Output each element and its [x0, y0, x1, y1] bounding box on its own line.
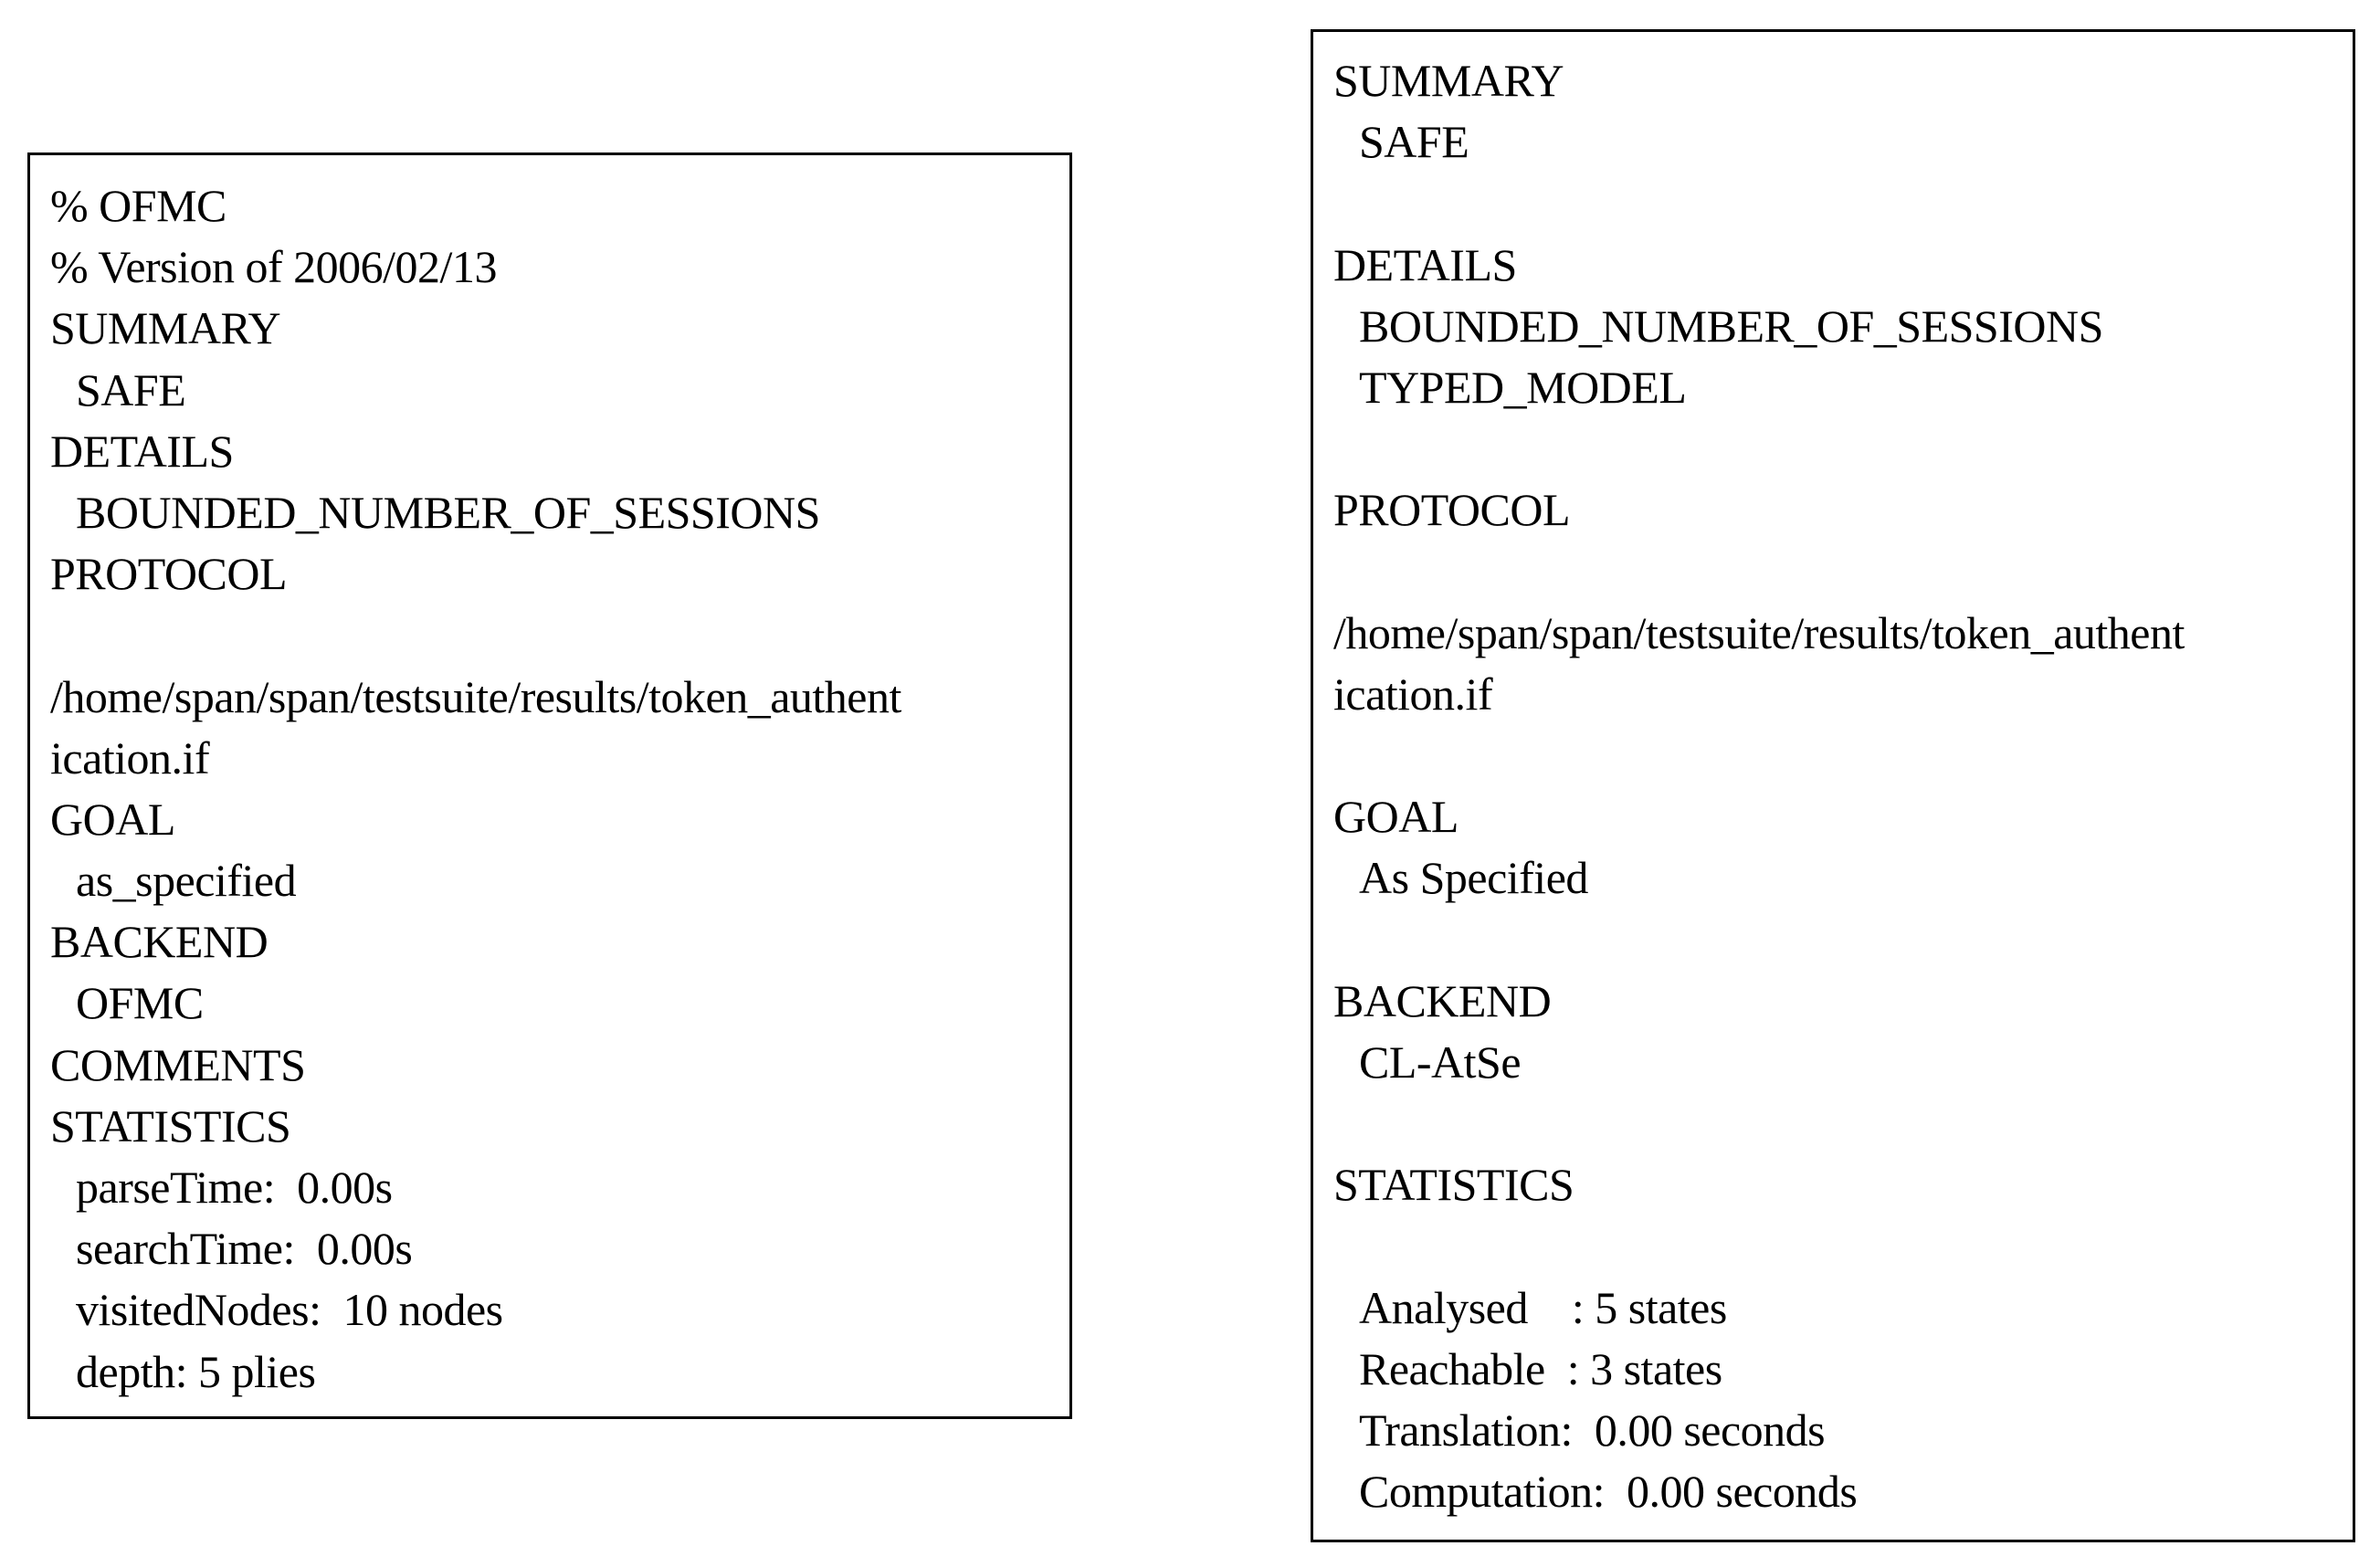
blank-line: [1333, 1216, 2353, 1278]
statistics-heading: STATISTICS: [50, 1099, 291, 1152]
goal-heading: GOAL: [1333, 791, 1459, 843]
comment-version: % Version of 2006/02/13: [50, 241, 497, 293]
protocol-path-continued: ication.if: [50, 731, 210, 784]
backend-value: OFMC: [76, 977, 204, 1029]
backend-value: CL-AtSe: [1359, 1036, 1522, 1088]
details-heading: DETAILS: [1333, 238, 1517, 290]
goal-value: As Specified: [1359, 852, 1588, 904]
stat-translation: Translation: 0.00 seconds: [1359, 1404, 1826, 1457]
protocol-heading: PROTOCOL: [50, 548, 288, 600]
comments-heading: COMMENTS: [50, 1038, 306, 1090]
blank-line: [1333, 1093, 2353, 1154]
protocol-path: /home/span/span/testsuite/results/token_authent: [50, 670, 901, 722]
summary-heading: SUMMARY: [1333, 55, 1564, 106]
summary-value: SAFE: [1359, 116, 1469, 168]
goal-value: as_specified: [76, 855, 297, 907]
protocol-path: /home/span/span/testsuite/results/token_authent: [1333, 606, 2185, 658]
backend-heading: BACKEND: [1333, 974, 1552, 1026]
protocol-path-continued: ication.if: [1333, 668, 1493, 720]
stat-search-time: searchTime: 0.00s: [76, 1223, 413, 1275]
blank-line: [50, 605, 1069, 666]
clatse-output-panel: [1311, 29, 2355, 1542]
stat-reachable: Reachable : 3 states: [1359, 1342, 1722, 1394]
comment-tool-name: % OFMC: [50, 180, 226, 231]
blank-line: [1333, 910, 2353, 971]
ofmc-output-panel: [27, 152, 1072, 1419]
stat-visited-nodes: visitedNodes: 10 nodes: [76, 1284, 503, 1336]
stat-parse-time: parseTime: 0.00s: [76, 1162, 393, 1213]
stat-computation: Computation: 0.00 seconds: [1359, 1466, 1858, 1518]
blank-line: [1333, 418, 2353, 479]
summary-heading: SUMMARY: [50, 302, 281, 354]
backend-heading: BACKEND: [50, 916, 269, 968]
blank-line: [1333, 542, 2353, 603]
goal-heading: GOAL: [50, 793, 175, 845]
statistics-heading: STATISTICS: [1333, 1159, 1574, 1211]
details-value-sessions: BOUNDED_NUMBER_OF_SESSIONS: [1359, 300, 2103, 352]
stat-analysed: Analysed : 5 states: [1359, 1281, 1727, 1333]
blank-line: [1333, 173, 2353, 234]
details-heading: DETAILS: [50, 425, 234, 477]
details-value-typed-model: TYPED_MODEL: [1359, 361, 1687, 413]
blank-line: [1333, 725, 2353, 786]
summary-value: SAFE: [76, 363, 186, 415]
protocol-heading: PROTOCOL: [1333, 484, 1571, 536]
details-value: BOUNDED_NUMBER_OF_SESSIONS: [76, 486, 820, 538]
stat-depth: depth: 5 plies: [76, 1345, 316, 1397]
